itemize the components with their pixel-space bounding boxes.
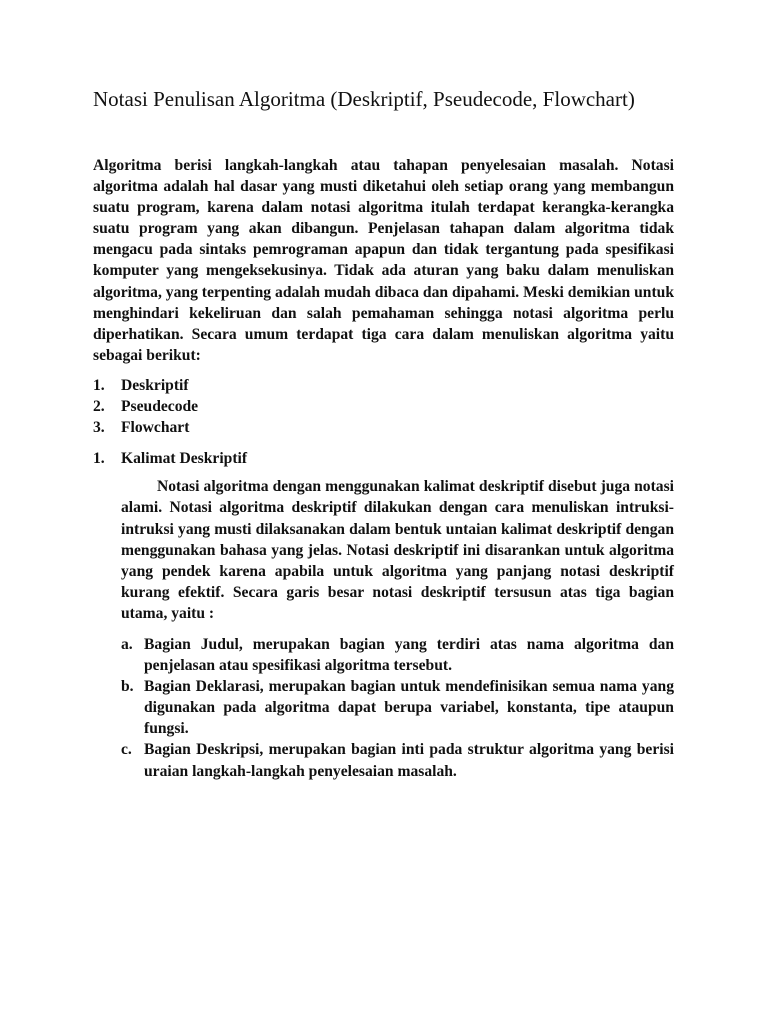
list-item-label: Flowchart bbox=[121, 419, 190, 437]
list-item bbox=[93, 375, 674, 396]
parts-list bbox=[121, 634, 674, 782]
list-marker: 2. bbox=[93, 398, 105, 416]
list-item bbox=[93, 396, 674, 417]
document-page bbox=[93, 84, 674, 782]
list-item-text: Bagian Deskripsi, merupakan bagian inti pada struktur algoritma yang berisi uraian langkah-langkah penyelesaian masalah. bbox=[144, 741, 674, 780]
list-item bbox=[121, 739, 674, 781]
list-item bbox=[121, 676, 674, 739]
list-marker: c. bbox=[121, 741, 132, 759]
section-marker: 1. bbox=[93, 450, 105, 468]
list-item-label: Deskriptif bbox=[121, 376, 189, 394]
list-marker: 3. bbox=[93, 419, 105, 437]
list-item-label: Pseudecode bbox=[121, 398, 199, 416]
list-marker: a. bbox=[121, 635, 133, 653]
methods-list bbox=[93, 375, 674, 438]
intro-paragraph: Algoritma berisi langkah-langkah atau tahapan penyelesaian masalah. Notasi algoritma adalah hal dasar yang musti diketahui oleh setiap orang yang membangun suatu program, karena dalam notasi algoritma itulah terdapat kerangka-kerangka suatu program yang akan dibangun. Penjelasan tahapan dalam algoritma tidak mengacu pada sintaks pemrograman apapun dan tidak tergantung pada spesifikasi komputer yang mengeksekusinya. Tidak ada aturan yang baku dalam menuliskan algoritma, yang terpenting adalah mudah dibaca dan dipahami. Meski demikian untuk menghindari kekeliruan dan salah pemahaman sehingga notasi algoritma perlu diperhatikan. Secara umum terdapat tiga cara dalam menuliskan algoritma yaitu sebagai berikut: bbox=[93, 157, 674, 364]
section-heading bbox=[93, 448, 674, 469]
document-title: Notasi Penulisan Algoritma (Deskriptif, Pseudecode, Flowchart) bbox=[93, 87, 635, 111]
list-item bbox=[93, 417, 674, 438]
list-marker: b. bbox=[121, 678, 134, 696]
list-item bbox=[121, 634, 674, 676]
section-paragraph: Notasi algoritma dengan menggunakan kalimat deskriptif disebut juga notasi alami. Notasi algoritma deskriptif dilakukan dengan cara menuliskan intruksi-intruksi yang musti dilaksanakan dalam bentuk untaian kalimat deskriptif dengan menggunakan bahasa yang jelas. Notasi deskriptif ini disarankan untuk algoritma yang pendek karena apabila untuk algoritma yang panjang notasi deskriptif kurang efektif. Secara garis besar notasi deskriptif tersusun atas tiga bagian utama, yaitu : bbox=[121, 478, 674, 622]
list-marker: 1. bbox=[93, 376, 105, 394]
section-heading-label: Kalimat Deskriptif bbox=[121, 450, 248, 468]
list-item-text: Bagian Judul, merupakan bagian yang terdiri atas nama algoritma dan penjelasan atau spesifikasi algoritma tersebut. bbox=[144, 635, 674, 675]
section-body bbox=[121, 476, 674, 781]
list-item-text: Bagian Deklarasi, merupakan bagian untuk mendefinisikan semua nama yang digunakan pada algoritma dapat berupa variabel, konstanta, tipe ataupun fungsi. bbox=[144, 678, 674, 738]
